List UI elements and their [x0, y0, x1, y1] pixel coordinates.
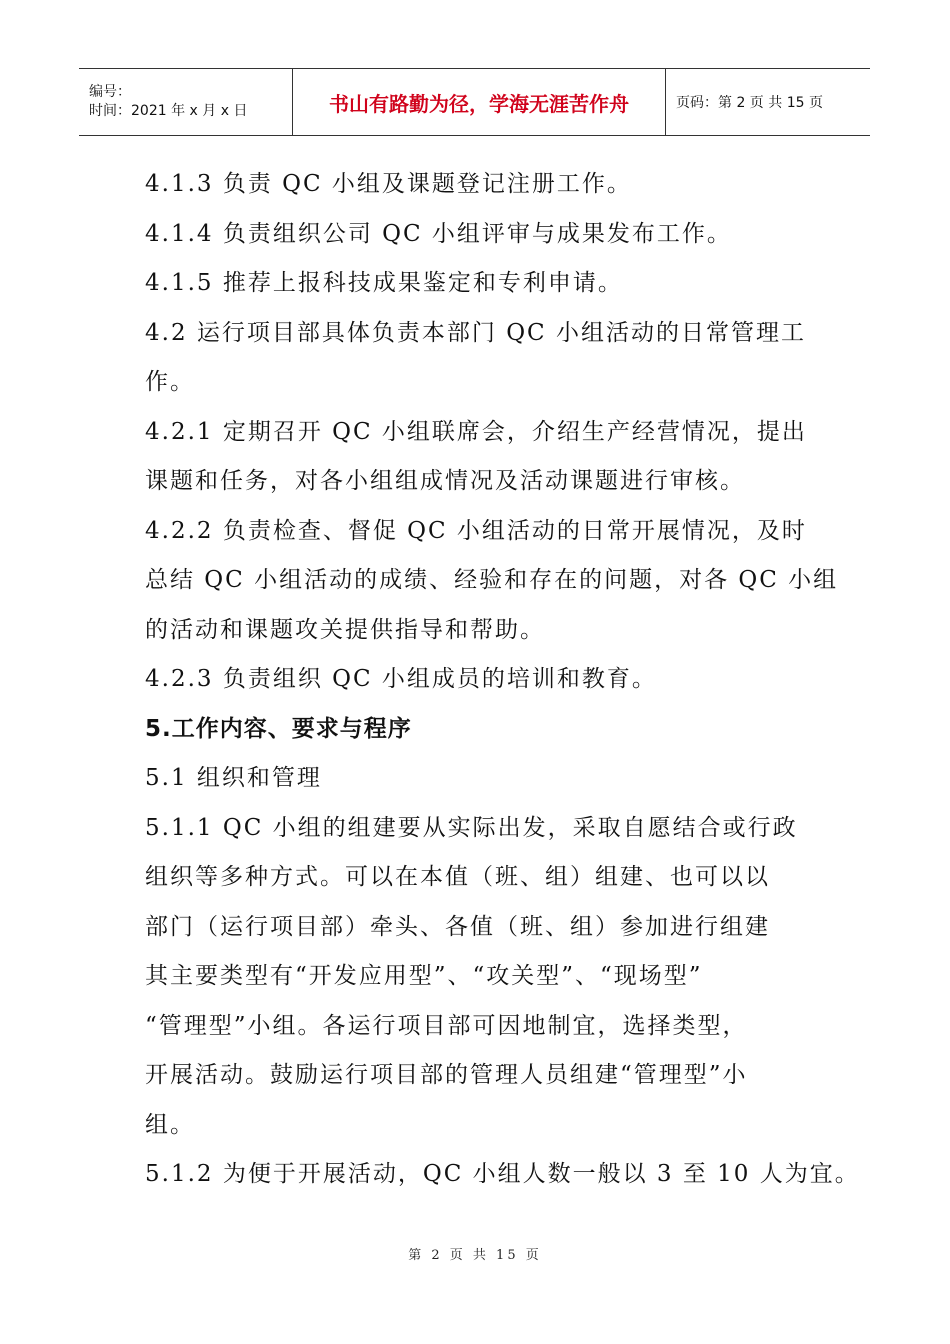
body-line: 4.2 运行项目部具体负责本部门 QC 小组活动的日常管理工: [145, 319, 806, 346]
body-line: 5.1.1 QC 小组的组建要从实际出发，采取自愿结合或行政: [145, 814, 798, 841]
body-line: 作。: [145, 369, 195, 395]
body-line: 的活动和课题攻关提供指导和帮助。: [145, 616, 545, 643]
header-motto: 书山有路勤为径，学海无涯苦作舟: [293, 69, 666, 136]
body-line: 4.2.2 负责检查、督促 QC 小组活动的日常开展情况，及时: [145, 517, 807, 544]
body-line: 4.1.3 负责 QC 小组及课题登记注册工作。: [145, 171, 632, 197]
body-line: 4.1.4 负责组织公司 QC 小组评审与成果发布工作。: [145, 220, 732, 247]
body-line: 课题和任务，对各小组组成情况及活动课题进行审核。: [145, 468, 745, 494]
body-line: 部门（运行项目部）牵头、各值（班、组）参加进行组建: [145, 913, 770, 940]
body-line: 开展活动。鼓励运行项目部的管理人员组建“管理型”小: [145, 1062, 748, 1088]
header-page-info: 页码：第 2 页 共 15 页: [666, 69, 871, 136]
body-line: 4.2.3 负责组织 QC 小组成员的培训和教育。: [145, 666, 657, 692]
page-footer: 第 2 页 共 15 页: [408, 1248, 542, 1263]
body-line: 4.2.1 定期召开 QC 小组联席会，介绍生产经营情况，提出: [145, 418, 807, 445]
body-line: 组。: [145, 1111, 195, 1138]
body-line: 总结 QC 小组活动的成绩、经验和存在的问题，对各 QC 小组: [145, 567, 839, 593]
body-line: 5.1.2 为便于开展活动，QC 小组人数一般以 3 至 10 人为宜。: [145, 1161, 860, 1187]
body-line: 其主要类型有“开发应用型”、“攻关型”、“现场型”: [145, 963, 703, 989]
section-heading: 5.工作内容、要求与程序: [145, 715, 412, 742]
document-date: 时间：2021 年 x 月 x 日: [89, 103, 248, 119]
header-meta-cell: [79, 69, 293, 136]
body-line: 4.1.5 推荐上报科技成果鉴定和专利申请。: [145, 270, 623, 296]
body-line: 5.1 组织和管理: [145, 765, 322, 791]
body-line: 组织等多种方式。可以在本值（班、组）组建、也可以以: [145, 864, 770, 890]
document-body: [145, 160, 860, 1200]
page-header: [79, 68, 870, 136]
body-line: “管理型”小组。各运行项目部可因地制宜，选择类型，: [145, 1012, 748, 1039]
document-number-label: 编号：: [89, 84, 131, 100]
